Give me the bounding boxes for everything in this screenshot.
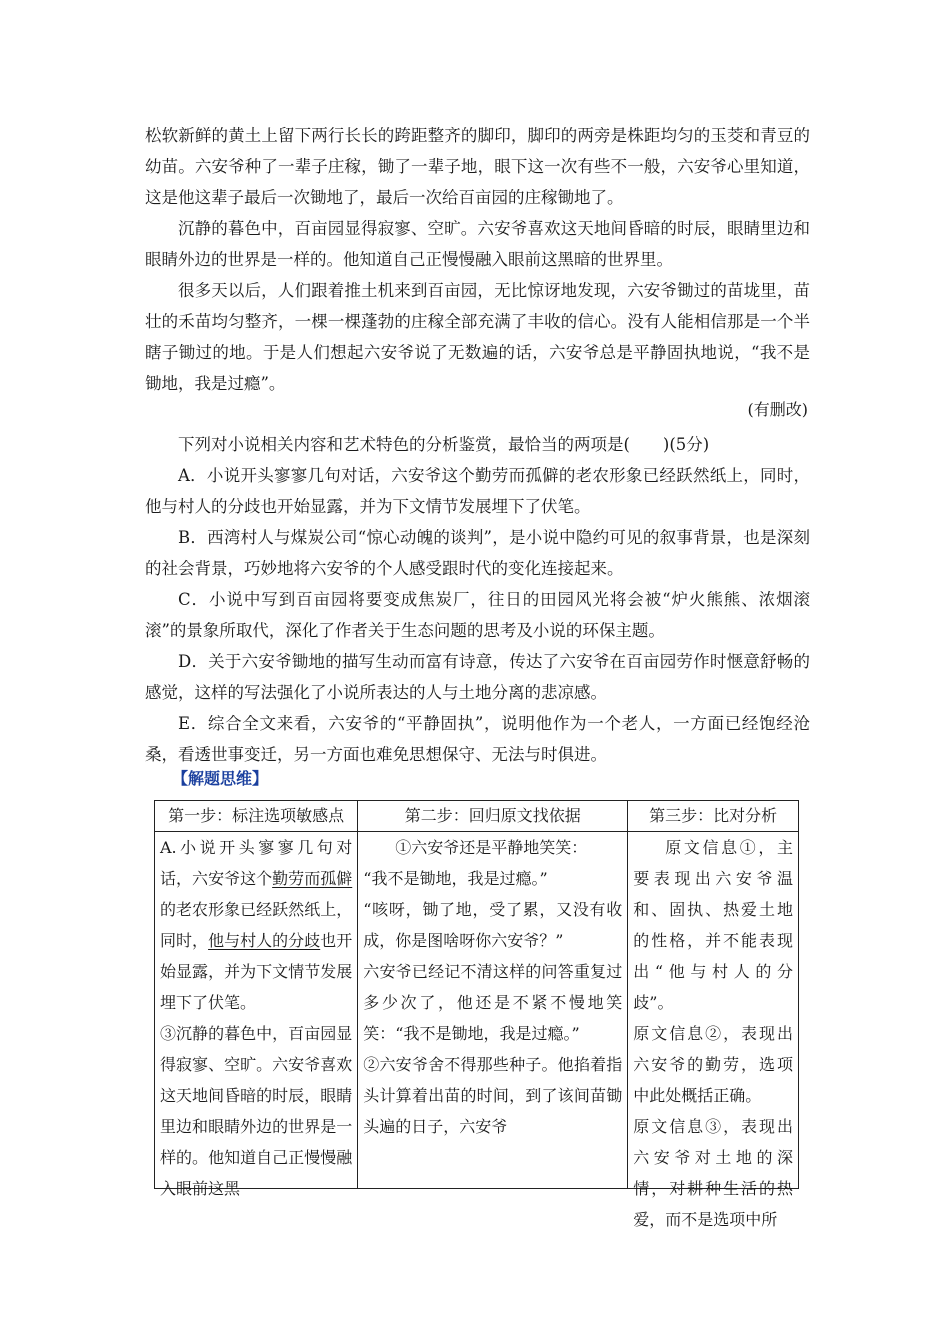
option-c: C．小说中写到百亩园将要变成焦炭厂，往日的田园风光将会被“炉火熊熊、浓烟滚滚”的景象所取代，深化了作者关于生态问题的思考及小说的环保主题。 [145, 590, 810, 640]
table-header-row [155, 801, 799, 832]
step-3-cell [628, 832, 799, 1229]
sensitive-point-1: 勤劳而孤僻 [272, 869, 353, 888]
analysis-heading: 【解题思维】 [172, 769, 269, 788]
header-step-3: 第三步：比对分析 [628, 801, 799, 832]
evidence-quote: “咳呀，锄了地，受了累，又没有收成，你是图啥呀你六安爷？” [363, 900, 623, 950]
story-paragraph-2: 沉静的暮色中，百亩园显得寂寥、空旷。六安爷喜欢这天地间昏暗的时辰，眼睛里边和眼睛外边的世界是一样的。他知道自己正慢慢融入眼前这黑暗的世界里。 [145, 219, 810, 269]
sensitive-point-2: 他与村人的分歧 [208, 931, 321, 950]
option-d: D．关于六安爷锄地的描写生动而富有诗意，传达了六安爷在百亩园劳作时惬意舒畅的感觉，这样的写法强化了小说所表达的人与土地分离的悲凉感。 [145, 652, 810, 702]
evidence-2-line: ②六安爷舍不得那些种子。他掐着指头计算着出苗的时间，到了该间苗锄头遍的日子，六安爷 [363, 1055, 623, 1136]
analysis-2: 原文信息②，表现出六安爷的勤劳，选项中此处概括正确。 [633, 1024, 793, 1105]
step-1-cell [155, 832, 358, 1198]
analysis-3: 原文信息③，表现出六安爷对土地的深情，对耕种生活的热爱，而不是选项中所 [633, 1117, 793, 1229]
annotated-text: A.小说开头寥寥几句对话，六安爷这个 [160, 838, 353, 888]
annotated-text: 的老农形象已经跃然纸上，同时， [160, 900, 353, 950]
story-paragraph-3: 很多天以后，人们跟着推土机来到百亩园，无比惊讶地发现，六安爷锄过的苗垅里，苗壮的禾苗均匀整齐，一棵一棵蓬勃的庄稼全部充满了丰收的信心。没有人能相信那是一个半瞎子锄过的地。于是人们想起六安爷说了无数遍的话，六安爷总是平静固执地说，“我不是锄地，我是过瘾”。 [145, 281, 810, 393]
evidence-1-line: ①六安爷还是平静地笑笑： [395, 838, 588, 857]
analysis-table [154, 800, 799, 1229]
evidence-quote: 六安爷已经记不清这样的问答重复过多少次了，他还是不紧不慢地笑笑：“我不是锄地，我是过瘾。” [363, 962, 623, 1043]
option-b: B．西湾村人与煤炭公司“惊心动魄的谈判”，是小说中隐约可见的叙事背景，也是深刻的社会背景，巧妙地将六安爷的个人感受跟时代的变化连接起来。 [145, 528, 810, 578]
evidence-quote: “我不是锄地，我是过瘾。” [363, 869, 548, 888]
header-step-1: 第一步：标注选项敏感点 [155, 801, 358, 832]
evidence-3-text: ③沉静的暮色中，百亩园显得寂寥、空旷。六安爷喜欢这天地间昏暗的时辰，眼睛里边和眼睛外边的世界是一样的。他知道自己正慢慢融入眼前这黑 [160, 1024, 353, 1198]
table-row [155, 832, 799, 1189]
annotated-text: 也开始显露，并为下文情节发展埋下了伏笔。 [160, 931, 353, 1012]
option-e: E．综合全文来看，六安爷的“平静固执”，说明他作为一个老人，一方面已经饱经沧桑，看透世事变迁，另一方面也难免思想保守、无法与时俱进。 [145, 714, 810, 764]
story-paragraph-1: 松软新鲜的黄土上留下两行长长的跨距整齐的脚印，脚印的两旁是株距均匀的玉茭和青豆的幼苗。六安爷种了一辈子庄稼，锄了一辈子地，眼下这一次有些不一般，六安爷心里知道，这是他这辈子最后一次锄地了，最后一次给百亩园的庄稼锄地了。 [145, 126, 810, 207]
option-a-annotated [160, 832, 352, 1018]
source-note: (有删改) [747, 400, 808, 419]
analysis-1: 原文信息①，主要表现出六安爷温和、固执、热爱土地的性格，并不能表现出“他与村人的分歧”。 [633, 838, 793, 1012]
step-2-cell [358, 832, 628, 1189]
question-stem: 下列对小说相关内容和艺术特色的分析鉴赏，最恰当的两项是( )(5分) [178, 435, 710, 454]
option-a: A．小说开头寥寥几句对话，六安爷这个勤劳而孤僻的老农形象已经跃然纸上，同时，他与村人的分歧也开始显露，并为下文情节发展埋下了伏笔。 [145, 466, 810, 516]
header-step-2: 第二步：回归原文找依据 [358, 801, 628, 832]
